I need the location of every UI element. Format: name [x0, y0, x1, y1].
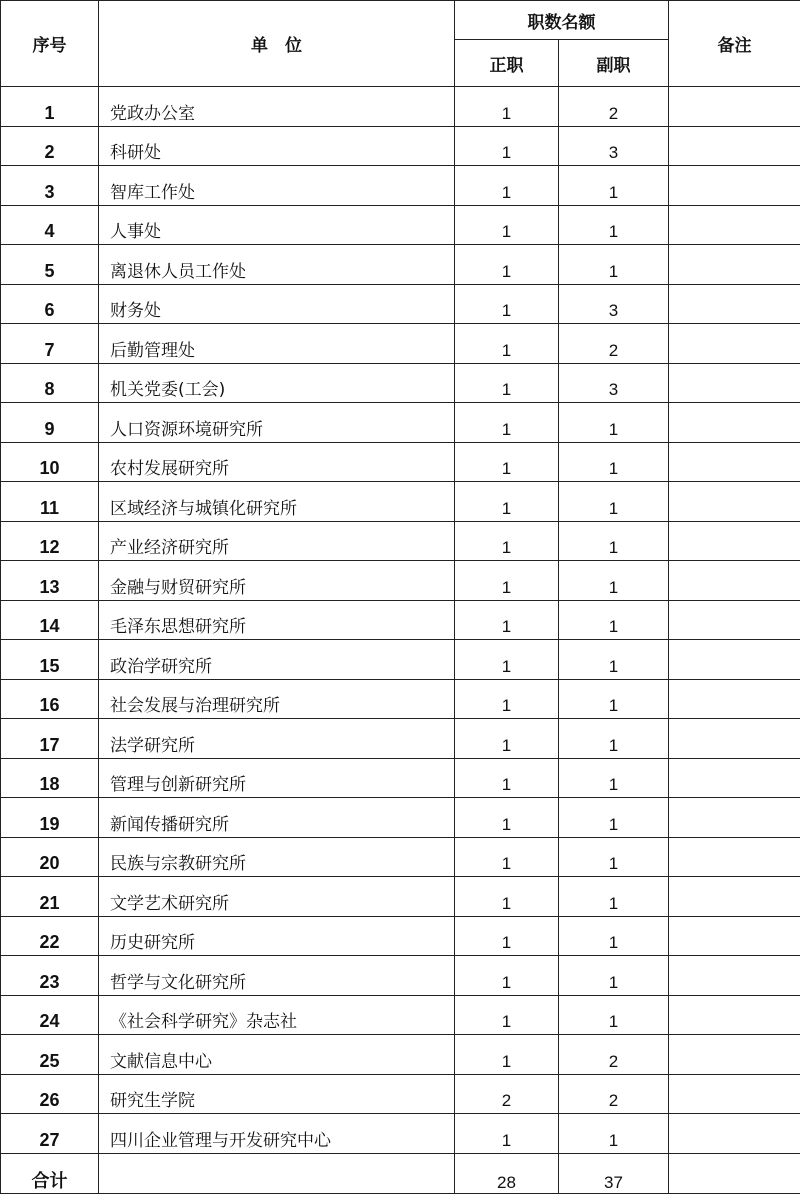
row-no: 16	[1, 679, 99, 719]
row-deputy: 1	[559, 798, 669, 838]
table-row	[1, 166, 800, 206]
row-main: 1	[455, 166, 559, 206]
row-deputy: 3	[559, 284, 669, 324]
row-main: 1	[455, 995, 559, 1035]
row-unit: 法学研究所	[99, 719, 455, 759]
row-note	[669, 798, 800, 838]
header-no: 序号	[1, 1, 99, 87]
row-no: 2	[1, 126, 99, 166]
row-main: 1	[455, 837, 559, 877]
row-note	[669, 403, 800, 443]
table-row	[1, 521, 800, 561]
row-no: 25	[1, 1035, 99, 1075]
row-note	[669, 956, 800, 996]
table-row	[1, 1035, 800, 1075]
row-deputy: 1	[559, 758, 669, 798]
row-note	[669, 245, 800, 285]
row-unit: 毛泽东思想研究所	[99, 600, 455, 640]
row-deputy: 2	[559, 1035, 669, 1075]
row-no: 18	[1, 758, 99, 798]
row-deputy: 3	[559, 363, 669, 403]
row-note	[669, 561, 800, 601]
row-note	[669, 877, 800, 917]
table-row	[1, 719, 800, 759]
row-no: 1	[1, 87, 99, 127]
row-unit: 财务处	[99, 284, 455, 324]
row-note	[669, 521, 800, 561]
row-note	[669, 758, 800, 798]
table-row	[1, 1074, 800, 1114]
row-no: 19	[1, 798, 99, 838]
table-row	[1, 916, 800, 956]
row-main: 1	[455, 363, 559, 403]
row-note	[669, 87, 800, 127]
row-main: 1	[455, 679, 559, 719]
row-deputy: 1	[559, 877, 669, 917]
row-no: 24	[1, 995, 99, 1035]
table-row	[1, 324, 800, 364]
row-unit: 智库工作处	[99, 166, 455, 206]
row-note	[669, 640, 800, 680]
row-main: 1	[455, 798, 559, 838]
row-note	[669, 1114, 800, 1154]
row-no: 4	[1, 205, 99, 245]
row-note	[669, 600, 800, 640]
row-no: 10	[1, 442, 99, 482]
row-deputy: 1	[559, 442, 669, 482]
row-no: 13	[1, 561, 99, 601]
row-unit: 农村发展研究所	[99, 442, 455, 482]
table-row	[1, 837, 800, 877]
row-note	[669, 284, 800, 324]
header-main: 正职	[455, 40, 559, 87]
row-deputy: 2	[559, 87, 669, 127]
row-main: 1	[455, 758, 559, 798]
row-note	[669, 1035, 800, 1075]
header-note: 备注	[669, 1, 800, 87]
table-row	[1, 600, 800, 640]
row-unit: 离退休人员工作处	[99, 245, 455, 285]
row-note	[669, 719, 800, 759]
row-main: 1	[455, 561, 559, 601]
row-unit: 金融与财贸研究所	[99, 561, 455, 601]
table-row	[1, 205, 800, 245]
row-no: 27	[1, 1114, 99, 1154]
row-main: 1	[455, 87, 559, 127]
row-no: 5	[1, 245, 99, 285]
row-main: 1	[455, 600, 559, 640]
row-note	[669, 1074, 800, 1114]
row-no: 15	[1, 640, 99, 680]
table-row	[1, 1114, 800, 1154]
table-row	[1, 640, 800, 680]
row-deputy: 1	[559, 166, 669, 206]
table-row	[1, 877, 800, 917]
row-note	[669, 205, 800, 245]
table-row	[1, 798, 800, 838]
table-body	[1, 87, 800, 1194]
row-note	[669, 482, 800, 522]
row-unit: 区域经济与城镇化研究所	[99, 482, 455, 522]
row-no: 9	[1, 403, 99, 443]
row-no: 17	[1, 719, 99, 759]
row-unit: 科研处	[99, 126, 455, 166]
table-row	[1, 956, 800, 996]
row-no: 12	[1, 521, 99, 561]
row-note	[669, 837, 800, 877]
table-row	[1, 995, 800, 1035]
row-deputy: 1	[559, 561, 669, 601]
row-unit: 民族与宗教研究所	[99, 837, 455, 877]
row-main: 2	[455, 1074, 559, 1114]
row-main: 1	[455, 877, 559, 917]
row-note	[669, 995, 800, 1035]
row-main: 1	[455, 719, 559, 759]
table-row	[1, 126, 800, 166]
row-deputy: 1	[559, 521, 669, 561]
row-no: 14	[1, 600, 99, 640]
row-deputy: 1	[559, 245, 669, 285]
row-note	[669, 126, 800, 166]
table-row	[1, 284, 800, 324]
row-main: 1	[455, 640, 559, 680]
row-unit: 研究生学院	[99, 1074, 455, 1114]
row-unit: 新闻传播研究所	[99, 798, 455, 838]
row-unit: 文学艺术研究所	[99, 877, 455, 917]
row-no: 6	[1, 284, 99, 324]
row-unit: 人口资源环境研究所	[99, 403, 455, 443]
header-unit: 单 位	[99, 1, 455, 87]
table-row	[1, 403, 800, 443]
header-deputy: 副职	[559, 40, 669, 87]
header-quota: 职数名额	[455, 1, 669, 40]
row-main: 1	[455, 403, 559, 443]
row-deputy: 1	[559, 679, 669, 719]
row-main: 1	[455, 442, 559, 482]
row-note	[669, 679, 800, 719]
total-deputy: 37	[559, 1153, 669, 1193]
row-note	[669, 324, 800, 364]
total-unit-cell	[99, 1153, 455, 1193]
table-row	[1, 245, 800, 285]
table-row	[1, 442, 800, 482]
row-main: 1	[455, 1035, 559, 1075]
row-unit: 社会发展与治理研究所	[99, 679, 455, 719]
row-main: 1	[455, 126, 559, 166]
row-unit: 文献信息中心	[99, 1035, 455, 1075]
row-unit: 机关党委(工会)	[99, 363, 455, 403]
row-deputy: 1	[559, 640, 669, 680]
row-deputy: 2	[559, 324, 669, 364]
table-row	[1, 482, 800, 522]
row-deputy: 1	[559, 403, 669, 443]
row-deputy: 1	[559, 482, 669, 522]
row-no: 11	[1, 482, 99, 522]
table-header	[1, 1, 800, 87]
row-deputy: 1	[559, 837, 669, 877]
row-main: 1	[455, 482, 559, 522]
row-no: 26	[1, 1074, 99, 1114]
table-row	[1, 758, 800, 798]
row-main: 1	[455, 205, 559, 245]
row-unit: 后勤管理处	[99, 324, 455, 364]
total-main: 28	[455, 1153, 559, 1193]
row-unit: 党政办公室	[99, 87, 455, 127]
row-main: 1	[455, 521, 559, 561]
row-deputy: 1	[559, 719, 669, 759]
total-row	[1, 1153, 800, 1193]
row-no: 3	[1, 166, 99, 206]
row-deputy: 1	[559, 205, 669, 245]
row-unit: 《社会科学研究》杂志社	[99, 995, 455, 1035]
total-label: 合计	[1, 1153, 99, 1193]
row-main: 1	[455, 324, 559, 364]
row-main: 1	[455, 284, 559, 324]
row-deputy: 1	[559, 916, 669, 956]
row-note	[669, 916, 800, 956]
row-deputy: 1	[559, 995, 669, 1035]
row-deputy: 1	[559, 1114, 669, 1154]
row-deputy: 1	[559, 956, 669, 996]
row-no: 7	[1, 324, 99, 364]
table-row	[1, 561, 800, 601]
row-unit: 政治学研究所	[99, 640, 455, 680]
row-unit: 四川企业管理与开发研究中心	[99, 1114, 455, 1154]
row-note	[669, 363, 800, 403]
row-unit: 哲学与文化研究所	[99, 956, 455, 996]
row-main: 1	[455, 956, 559, 996]
row-note	[669, 442, 800, 482]
table-row	[1, 87, 800, 127]
row-no: 23	[1, 956, 99, 996]
row-no: 8	[1, 363, 99, 403]
row-no: 21	[1, 877, 99, 917]
row-unit: 管理与创新研究所	[99, 758, 455, 798]
table-row	[1, 363, 800, 403]
row-main: 1	[455, 916, 559, 956]
row-unit: 人事处	[99, 205, 455, 245]
row-note	[669, 166, 800, 206]
row-deputy: 3	[559, 126, 669, 166]
row-deputy: 2	[559, 1074, 669, 1114]
row-unit: 历史研究所	[99, 916, 455, 956]
table-row	[1, 679, 800, 719]
row-unit: 产业经济研究所	[99, 521, 455, 561]
row-main: 1	[455, 245, 559, 285]
row-main: 1	[455, 1114, 559, 1154]
row-no: 20	[1, 837, 99, 877]
row-deputy: 1	[559, 600, 669, 640]
row-no: 22	[1, 916, 99, 956]
total-note-cell	[669, 1153, 800, 1193]
